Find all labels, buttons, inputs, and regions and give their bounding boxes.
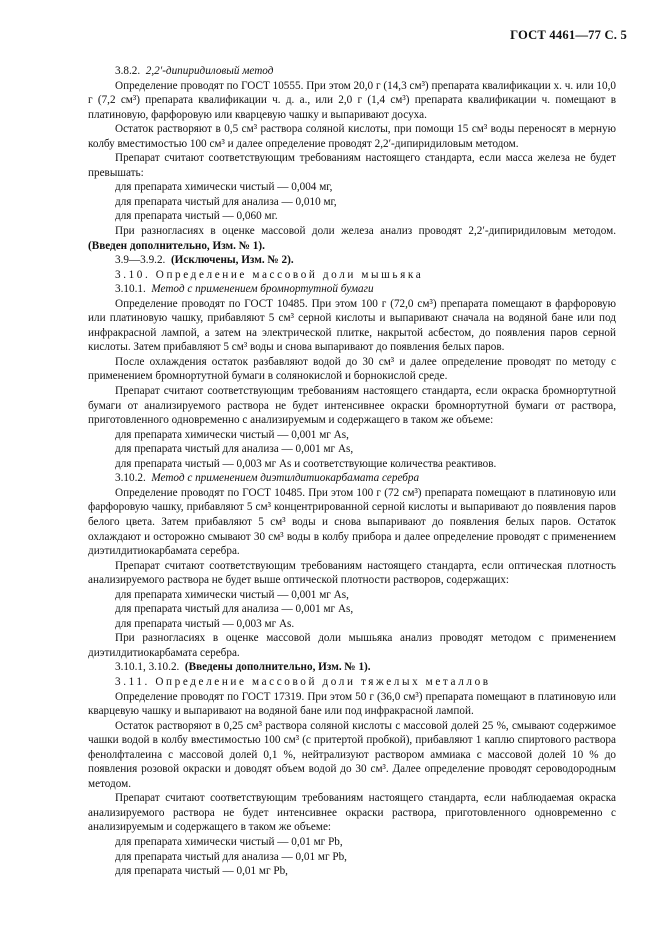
list-item: для препарата чистый для анализа — 0,001 мг As,	[115, 603, 354, 616]
paragraph-text: При разногласиях в оценке массовой доли железа анализ проводят 2,2′-дипиридиловым методом.	[115, 225, 616, 238]
amendment-note: (Исключены, Изм. № 2).	[170, 254, 294, 267]
list-item: для препарата химически чистый — 0,004 мг,	[115, 181, 333, 194]
list-item: для препарата чистый — 0,01 мг Pb,	[115, 865, 288, 878]
section-title: 2,2′-дипиридиловый метод	[145, 65, 274, 77]
section-3-8-2-heading	[88, 64, 616, 79]
section-number: 3.8.2.	[115, 65, 141, 77]
section-3-10-2-heading	[88, 471, 616, 486]
list-item: для препарата химически чистый — 0,001 мг As,	[115, 588, 349, 601]
amendment-note: (Введены дополнительно, Изм. № 1).	[184, 661, 371, 674]
section-title: Метод с применением диэтилдитиокарбамата серебра	[151, 472, 420, 485]
section-number: 3.10.1.	[115, 283, 146, 296]
section-3-10-heading: 3.10. Определение массовой доли мышьяка	[115, 268, 424, 281]
section-number: 3.9—3.9.2.	[115, 254, 166, 267]
section-3-10-1-heading	[88, 282, 616, 297]
section-title: Метод с применением бромнортутной бумаги	[151, 283, 374, 296]
section-number: 3.10.1, 3.10.2.	[115, 661, 180, 674]
document-body	[88, 64, 616, 879]
paragraph	[88, 224, 616, 253]
section-3-11-heading: 3.11. Определение массовой доли тяжелых металлов	[115, 675, 491, 688]
paragraph: Препарат считают соответствующим требованиям настоящего стандарта, если оптическая плотность анализируемого раствора не будет выше оптической плотности растворов, содержащих:	[88, 559, 616, 587]
amendment-note: (Введен дополнительно, Изм. № 1).	[88, 239, 265, 252]
list-item: для препарата чистый для анализа — 0,001 мг As,	[115, 443, 354, 456]
paragraph: Определение проводят по ГОСТ 10485. При этом 100 г (72 см³) препарата помещают в платиновую или фарфоровую чашку, прибавляют 5 см³ концентрированной серной кислоты и выпаривают до появления паров белого цвета. Затем прибавляют 5 см³ воды и снова выпаривают до появления белых паров. Остаток охлаждают и осторожно смывают 30 см³ воды в колбу прибора и далее определение проводят с применением диэтилдитиокарбамата серебра.	[88, 486, 616, 558]
paragraph: Препарат считают соответствующим требованиям настоящего стандарта, если масса железа не будет превышать:	[88, 152, 616, 179]
amendment-line	[88, 660, 616, 675]
paragraph: Остаток растворяют в 0,5 см³ раствора соляной кислоты, при помощи 15 см³ воды переносят в мерную колбу вместимостью 100 см³ и далее определение проводят 2,2′-дипиридиловым методом.	[88, 123, 616, 150]
list-item: для препарата химически чистый — 0,01 мг Pb,	[115, 835, 343, 848]
section-3-9-heading	[88, 253, 616, 268]
list-item: для препарата чистый для анализа — 0,010 мг,	[115, 195, 337, 208]
paragraph: Определение проводят по ГОСТ 10555. При этом 20,0 г (14,3 см³) препарата квалификации х. ч. или 10,0 г (7,2 см³) препарата квалификации ч. д. а., или 2,0 г (1,4 см³) препарата квалификации ч. помещают в платиновую, фарфоровую или кварцевую чашку и выпаривают досуха.	[88, 79, 616, 121]
paragraph: Остаток растворяют в 0,25 см³ раствора соляной кислоты с массовой долей 25 %, смывают содержимое чашки водой в колбу вместимостью 100 см³ (с притертой пробкой), прибавляют 1 каплю спиртового раствора фенолфталеина с массовой долей 0,1 %, нейтрализуют раствором аммиака с массовой долей 10 % до появления розовой окраски и доводят объем водой до 30 см³. Далее определение проводят сероводородным методом.	[88, 719, 616, 790]
page-header: ГОСТ 4461—77 С. 5	[510, 28, 627, 42]
paragraph: При разногласиях в оценке массовой доли мышьяка анализ проводят методом с применением диэтилдитиокарбамата серебра.	[88, 632, 616, 659]
paragraph: Определение проводят по ГОСТ 10485. При этом 100 г (72,0 см³) препарата помещают в фарфоровую или платиновую чашку, прибавляют 5 см³ серной кислоты и выпаривают сначала на водяной бане или под инфракрасной лампой, а затем на электрической плитке, накрытой асбестом, до появления паров серной кислоты. Затем прибавляют 5 см³ воды и снова выпаривают до появления белых паров.	[88, 297, 616, 354]
paragraph: После охлаждения остаток разбавляют водой до 30 см³ и далее определение проводят по методу с применением бромнортутной бумаги в солянокислой и борнокислой среде.	[88, 355, 616, 383]
list-item: для препарата химически чистый — 0,001 мг As,	[115, 428, 349, 441]
paragraph: Препарат считают соответствующим требованиям настоящего стандарта, если окраска бромнортутной бумаги от анализируемого раствора не будет интенсивнее окраски бромнортутной бумаги от раствора, приготовленного одновременно с анализируемым и содержащего в таком же объеме:	[88, 385, 616, 427]
list-item: для препарата чистый — 0,060 мг.	[115, 210, 278, 223]
paragraph: Препарат считают соответствующим требованиям настоящего стандарта, если наблюдаемая окраска анализируемого раствора не будет интенсивнее окраски раствора, приготовленного одновременно с анализируемым и содержащего в таком же объеме:	[88, 792, 616, 834]
list-item: для препарата чистый — 0,003 мг As.	[115, 617, 295, 630]
list-item: для препарата чистый — 0,003 мг As и соответствующие количества реактивов.	[115, 457, 497, 470]
section-number: 3.10.2.	[115, 472, 146, 485]
paragraph: Определение проводят по ГОСТ 17319. При этом 50 г (36,0 см³) препарата помещают в платиновую или кварцевую чашку и выпаривают на водяной бане или под инфракрасной лампой.	[88, 690, 616, 718]
list-item: для препарата чистый для анализа — 0,01 мг Pb,	[115, 850, 347, 863]
